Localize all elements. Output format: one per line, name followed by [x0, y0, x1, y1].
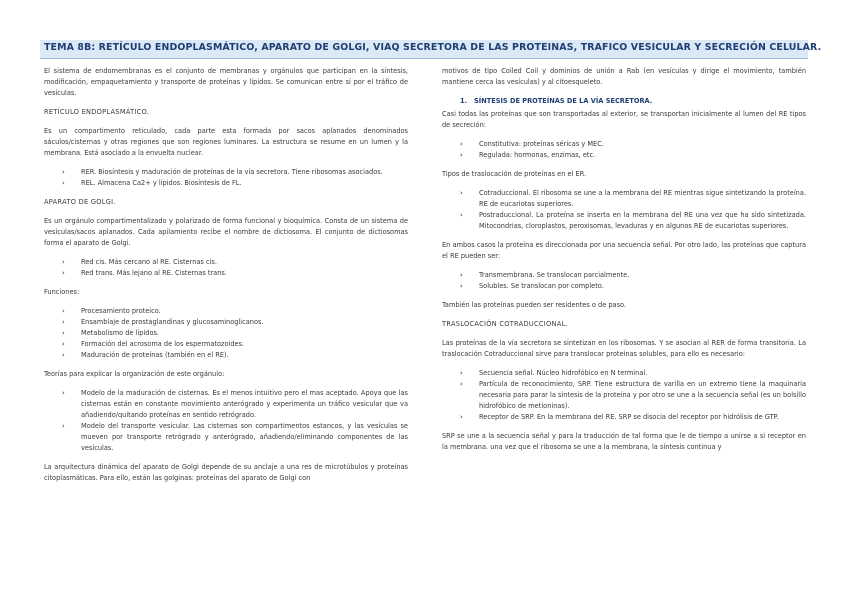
- list-item: › Red cis. Más cercano al RE. Cisternas cis.: [44, 257, 408, 268]
- traslocacion-label: Tipos de traslocación de proteínas en el ER.: [442, 170, 587, 178]
- golgi-final-paragraph: La arquitectura dinámica del aparato de Golgi depende de su anclaje a una res de microtúbulos y proteínas citoplasmáticas. Para ello, están las golginas: proteínas del aparato de Golgi con: [44, 463, 408, 482]
- list-item: › Cotraduccional. El ribosoma se une a la membrana del RE mientras sigue sintetizando la proteína. RE de eucariotas superiores.: [442, 188, 806, 210]
- re-heading: RETÍCULO ENDOPLASMÁTICO.: [44, 108, 150, 116]
- list-item: › Maduración de proteínas (también en el RE).: [44, 350, 408, 361]
- srp-final-paragraph: SRP se une a la secuencia señal y para la traducción de tal forma que le de tiempo a unirse a si receptor en la membrana. una vez que el ribosoma se une a la membrana, la síntesis continua y: [442, 432, 806, 451]
- golgi-paragraph: Es un orgánulo compartimentalizado y polarizado de forma funcional y bioquímica. Consta de un sistema de vesículas/sacos aplanados. Cada apilamiento recibe el nombre de dictiosoma. El conjunto de dictiosomas forma el aparato de Golgi.: [44, 217, 408, 247]
- teorias-label: Teorías para explicar la organización de este orgánulo:: [44, 370, 225, 378]
- list-item: › Formación del acrosoma de los espermatozoides.: [44, 339, 408, 350]
- section-title: SÍNTESIS DE PROTEÍNAS DE LA VÍA SECRETORA.: [474, 97, 653, 105]
- traslocacion-paragraph: Las proteínas de la vía secretora se sintetizan en los ribosomas. Y se asocian al RER de forma transitoria. La traslocación Cotraduccional sirve para translocar proteínas solubles, para ello es necesario:: [442, 339, 806, 358]
- teorias-list: [44, 388, 408, 454]
- ambos-paragraph: En ambos casos la proteína es direccionada por una secuencia señal. Por otro lado, las proteínas que captura el RE pueden ser:: [442, 241, 806, 260]
- list-item: › Secuencia señal. Núcleo hidrofóbico en N terminal.: [442, 368, 806, 379]
- list-item: › Solubles. Se translocan por completo.: [442, 281, 806, 292]
- section-paragraph: Casi todas las proteínas que son transportadas al exterior, se transportan inicialmente al lumen del RE tipos de secreción:: [442, 110, 806, 129]
- page-title: TEMA 8B: RETÍCULO ENDOPLASMÁTICO, APARATO DE GOLGI, VIAQ SECRETORA DE LAS PROTEINAS, TRAFICO VESICULAR Y SECRECIÓN CELULAR.: [44, 42, 822, 53]
- list-item: › Postraduccional. La proteína se inserta en la membrana del RE una vez que ha sido sintetizada. Mitocondrias, cloroplastos, peroxisomas, levaduras y en algunos RE de eucariotas superiores.: [442, 210, 806, 232]
- list-item: › Constitutiva: proteínas séricas y MEC.: [442, 139, 806, 150]
- section-number: 1.: [460, 97, 468, 105]
- re-paragraph: Es un compartimento reticulado, cada parte esta formada por sacos aplanados denominados sáculos/cisternas y otras regiones que son regiones luminares. La estructura se resume en un lumen y la membrana. Está asociado a la envuelta nuclear.: [44, 127, 408, 157]
- golgi-heading: APARATO DE GOLGI.: [44, 198, 116, 206]
- list-item: › Transmembrana. Se translocan parcialmente.: [442, 270, 806, 281]
- list-item: › REL. Almacena Ca2+ y lípidos. Biosíntesis de FL.: [44, 178, 408, 189]
- list-item: › Regulada: hormonas, enzimas, etc.: [442, 150, 806, 161]
- residentes-paragraph: También las proteínas pueden ser residentes o de paso.: [442, 301, 627, 309]
- funciones-label: Funciones:: [44, 288, 80, 296]
- golgi-list: [44, 257, 408, 279]
- list-item: › Procesamiento proteico.: [44, 306, 408, 317]
- traslocacion-list: [442, 188, 806, 232]
- title-bar: [40, 40, 822, 59]
- list-item: › Receptor de SRP. En la membrana del RE. SRP se disocia del receptor por hidrólisis de GTP.: [442, 412, 806, 423]
- funciones-list: [44, 306, 408, 361]
- traslocacion-heading: TRASLOCACIÓN COTRADUCCIONAL.: [442, 320, 568, 328]
- intro-paragraph: El sistema de endomembranas es el conjunto de membranas y orgánulos que participan en la síntesis, modificación, empaquetamiento y transporte de proteínas y lípidos. Se comunican entre sí por el tráfico de vesículas.: [44, 67, 408, 97]
- list-item: › Metabolismo de lípidos.: [44, 328, 408, 339]
- list-item: › RER. Biosíntesis y maduración de proteínas de la vía secretora. Tiene ribosomas asociados.: [44, 167, 408, 178]
- list-item: › Ensamblaje de prostaglandinas y glucosaminoglicanos.: [44, 317, 408, 328]
- list-item: › Modelo del transporte vesicular. Las cisternas son compartimentos estancos, y las vesículas se mueven por transporte retrógrado y anterógrado, añadiendo/eliminando componentes de las vesículas.: [44, 421, 408, 454]
- requisitos-list: [442, 368, 806, 423]
- list-item: › Modelo de la maduración de cisternas. Es el menos intuitivo pero el mas aceptado. Apoya que las cisternas están en constante movimiento anterógrado y experimenta un tráfico vesicular que va añadiendo/quitando proteínas en sentido retrógrado.: [44, 388, 408, 421]
- continued-paragraph: motivos de tipo Coiled Coil y dominios de unión a Rab (en vesículas y dirige el movimiento, también mantiene cerca las vesículas) y al citoesqueleto.: [442, 67, 806, 86]
- secrecion-list: [442, 139, 806, 161]
- captura-list: [442, 270, 806, 292]
- list-item: › Partícula de reconocimiento, SRP. Tiene estructura de varilla en un extremo tiene la maquinaria necesaria para parar la síntesis de la proteína y por otro se une a la secuencia señal (es un bolsillo hidrofóbico de metioninas).: [442, 379, 806, 412]
- right-column: [442, 66, 806, 461]
- left-column: [44, 66, 408, 492]
- re-list: [44, 167, 408, 189]
- list-item: › Red trans. Más lejano al RE. Cisternas trans.: [44, 268, 408, 279]
- section-heading: [460, 96, 806, 107]
